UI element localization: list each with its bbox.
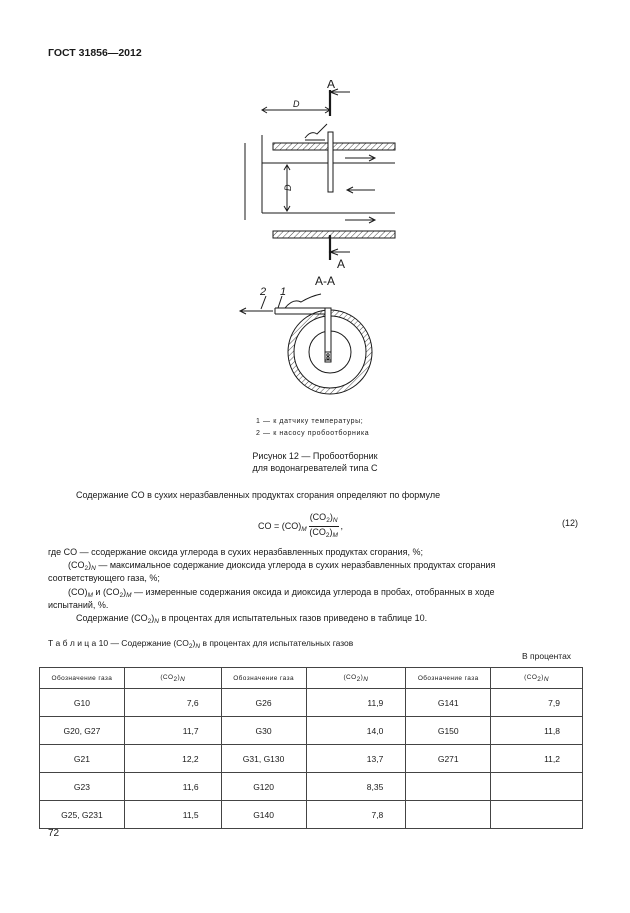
- where-measured-cont: испытаний, %.: [48, 600, 109, 610]
- where-co2-n-cont: соответствующего газа, %;: [48, 573, 160, 583]
- table-row: G20, G27 11,7 G30 14,0 G150 11,8: [40, 717, 583, 745]
- table-row: G21 12,2 G31, G130 13,7 G271 11,2: [40, 745, 583, 773]
- section-mark-top: А: [327, 80, 336, 91]
- callout-1: 1: [280, 286, 287, 298]
- table-row: G25, G231 11,5 G140 7,8: [40, 801, 583, 829]
- co2-table: [39, 667, 583, 829]
- intro-paragraph: Содержание CO в сухих неразбавленных продуктах сгорания определяют по формуле: [76, 490, 441, 500]
- col-header-co2: (CO2)N: [491, 668, 583, 689]
- legend-item-2: 2 — к насосу пробоотборника: [256, 430, 370, 437]
- figure-caption-line1: Рисунок 12 — Пробоотборник: [252, 451, 378, 461]
- table-units: В процентах: [522, 651, 572, 661]
- table-reference: Содержание $(CO_2)_N$ в процентах для испытательных газов приведено в таблице 10.: [76, 613, 428, 625]
- col-header-gas: Обозначение газа: [406, 668, 491, 689]
- formula-number: (12): [562, 518, 579, 528]
- dim-label-top: D: [293, 99, 300, 109]
- col-header-co2: (CO2)N: [124, 668, 221, 689]
- document-header: ГОСТ 31856—2012: [48, 47, 142, 59]
- col-header-co2: (CO2)N: [306, 668, 406, 689]
- col-header-gas: Обозначение газа: [221, 668, 306, 689]
- section-mark-bottom: А: [337, 257, 346, 271]
- where-co2-n: $(CO_2)_N$ — максимальное содержание диоксида углерода в сухих неразбавленных продуктах сгорания: [68, 560, 496, 572]
- formula-fraction: $\frac{(CO_2)_N}{(CO_2)_M}$: [309, 512, 338, 539]
- probe-tube: [328, 132, 333, 192]
- formula-12: CO = $(CO)_M$ $\frac{(CO_2)_N}{(CO_2)_M}$ ,: [258, 512, 344, 539]
- callout-2: 2: [260, 286, 267, 298]
- flue-wall-top: [273, 143, 395, 150]
- table-row: G23 11,6 G120 8,35: [40, 773, 583, 801]
- flue-wall-bottom: [273, 231, 395, 238]
- section-title: А-А: [315, 274, 336, 288]
- table-header-row: [40, 668, 583, 689]
- where-measured: $(CO)_M$ и $(CO_2)_M$ — измеренные содержания оксида и диоксида углерода в пробах, отобранных в ходе: [68, 587, 495, 599]
- legend-item-1: 1 — к датчику температуры;: [256, 418, 364, 425]
- sampling-probe-drawing: [225, 80, 405, 420]
- table-title: Т а б л и ц а 10 — Содержание $(CO_2)_N$ в процентах для испытательных газов: [48, 638, 354, 650]
- table-row: G10 7,6 G26 11,9 G141 7,9: [40, 689, 583, 717]
- col-header-gas: Обозначение газа: [40, 668, 125, 689]
- figure-caption-line2: для водонагревателей типа С: [252, 463, 378, 473]
- dim-label-side: D: [283, 184, 293, 191]
- where-co: где CO — ссодержание оксида углерода в сухих неразбавленных продуктах сгорания, %;: [48, 547, 423, 557]
- page-number: 72: [48, 828, 60, 839]
